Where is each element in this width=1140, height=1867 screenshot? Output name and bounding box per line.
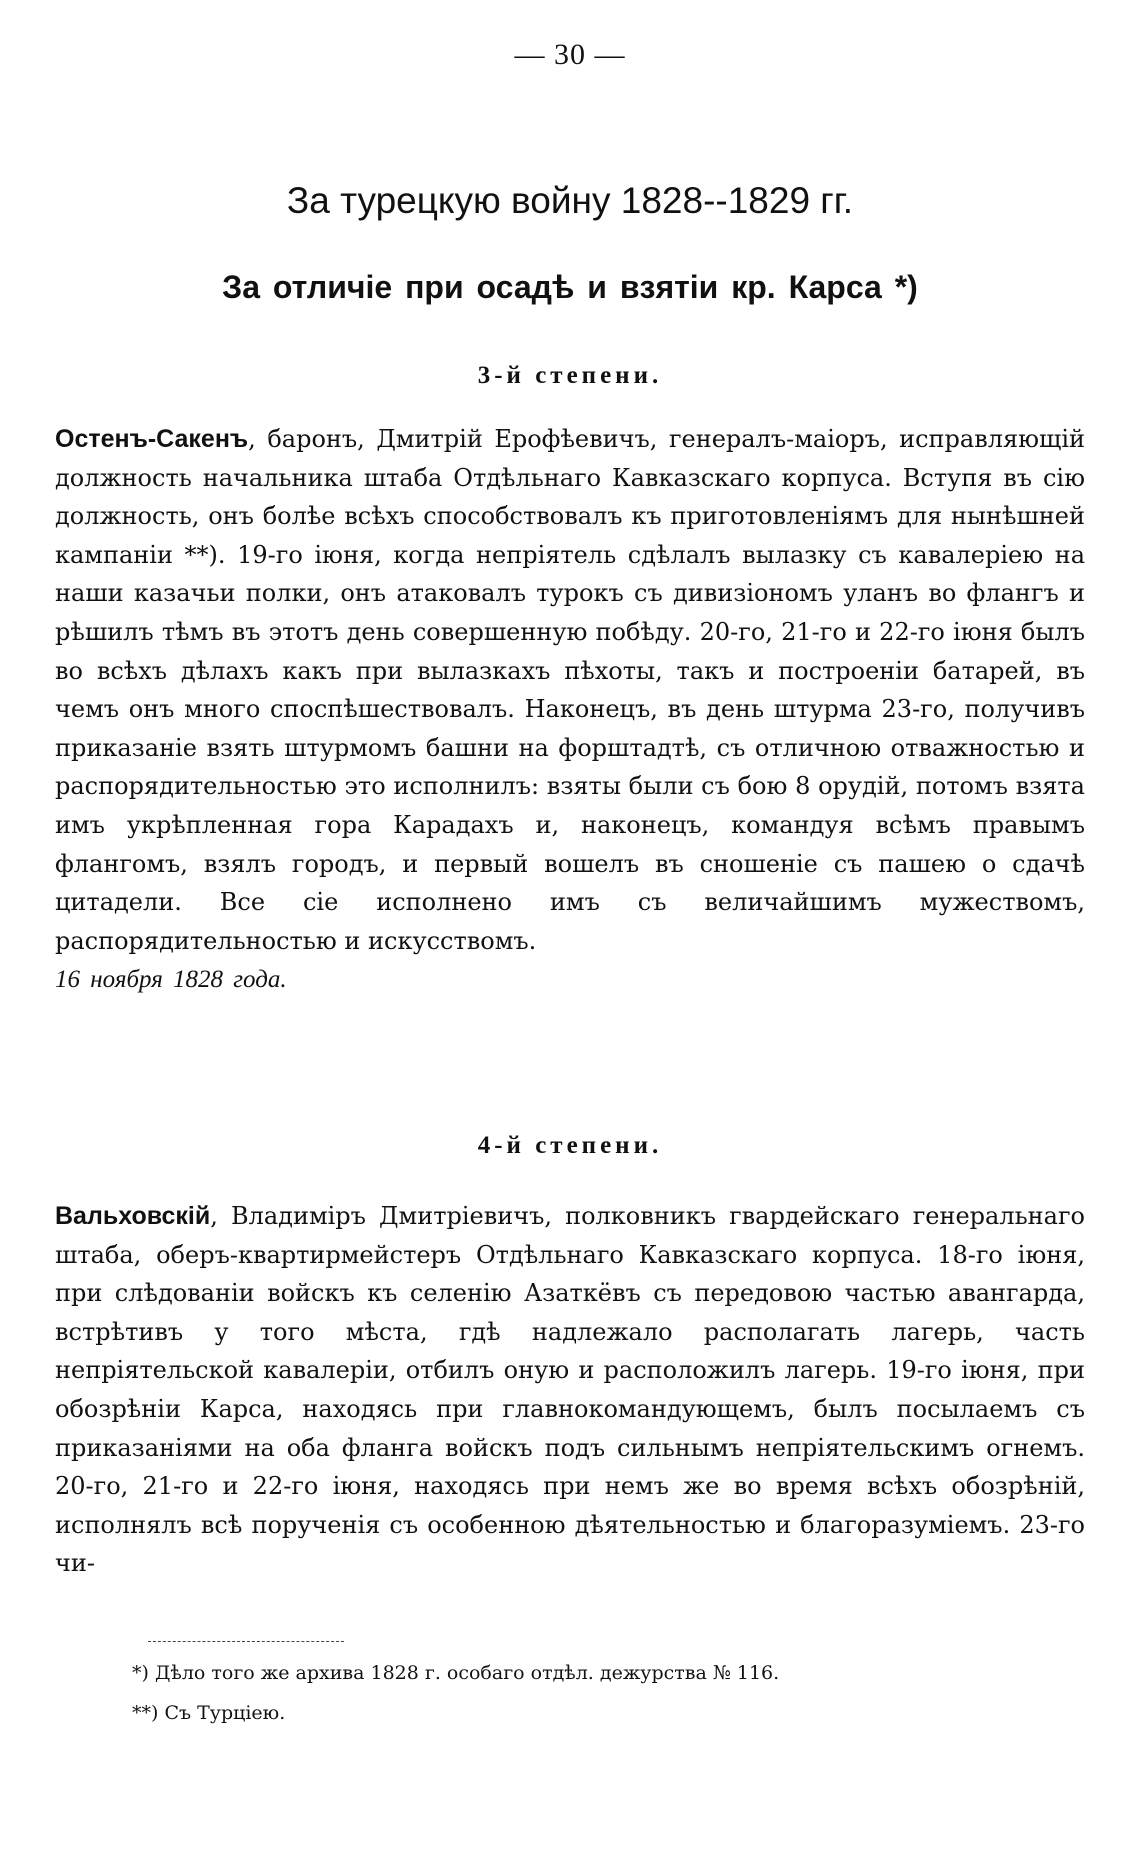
footnote-divider: [148, 1641, 344, 1642]
footnote-1: *) Дѣло того же архива 1828 г. особаго отдѣл. дежурства № 116.: [132, 1662, 780, 1684]
page-number: — 30 —: [514, 38, 626, 71]
entry-date: 16 ноября 1828 года.: [55, 966, 287, 994]
entry-text: , баронъ, Дмитрiй Ерофѣевичъ, генералъ-маiоръ, исправляющiй должность начальника штаба Отдѣльнаго Кавказскаго корпуса. Вступя въ сiю должность, онъ болѣе всѣхъ способствовалъ къ приготовленiямъ для нынѣшней кампанiи **). 19-го iюня, когда непрiятель сдѣлалъ вылазку съ кавалерiею на наши казачьи полки, онъ атаковалъ турокъ съ дивизiономъ уланъ во флангъ и рѣшилъ тѣмъ въ этотъ день совершенную побѣду. 20-го, 21-го и 22-го iюня былъ во всѣхъ дѣлахъ какъ при вылазкахъ пѣхоты, такъ и построенiи батарей, въ чемъ онъ много споспѣшествовалъ. Наконецъ, въ день штурма 23-го, получивъ приказанiе взять штурмомъ башни на форштадтѣ, съ отличною отважностью и распорядительностью это исполнилъ: взяты были съ бою 8 орудiй, потомъ взята имъ укрѣпленная гора Карадахъ и, наконецъ, командуя всѣмъ правымъ флангомъ, взялъ городъ, и первый вошелъ въ сношенiе съ пашею о сдачѣ цитадели. Все сiе исполнено имъ съ величайшимъ мужествомъ, распорядительностью и искусствомъ.: [55, 425, 1085, 955]
person-name: Вальховскiй: [55, 1202, 211, 1230]
degree-heading-3: 3-й степени.: [477, 362, 663, 389]
page-title: За турецкую войну 1828--1829 гг.: [286, 180, 854, 221]
award-entry-valkhovsky: [55, 1197, 1085, 1583]
degree-heading-4: 4-й степени.: [477, 1132, 663, 1159]
person-name: Остенъ-Сакенъ: [55, 425, 249, 453]
footnote-2: **) Съ Турцiею.: [132, 1702, 286, 1724]
section-subtitle: За отличiе при осадѣ и взятiи кр. Карса *): [222, 269, 918, 305]
entry-text: , Владимiръ Дмитрiевичъ, полковникъ гвардейскаго генеральнаго штаба, оберъ-квартирмейстеръ Отдѣльнаго Кавказскаго корпуса. 18-го iюня, при слѣдованiи войскъ къ селенiю Азаткёвъ съ передовою частью авангарда, встрѣтивъ у того мѣста, гдѣ надлежало располагать лагерь, часть непрiятельской кавалерiи, отбилъ оную и расположилъ лагерь. 19-го iюня, при обозрѣнiи Карса, находясь при главнокомандующемъ, былъ посылаемъ съ приказанiями на оба фланга войскъ подъ сильнымъ непрiятельскимъ огнемъ. 20-го, 21-го и 22-го iюня, находясь при немъ же во время всѣхъ обозрѣнiй, исполнялъ всѣ порученiя съ особенною дѣятельностью и благоразумiемъ. 23-го чи-: [55, 1202, 1085, 1578]
award-entry-osten-saken: [55, 420, 1085, 1000]
